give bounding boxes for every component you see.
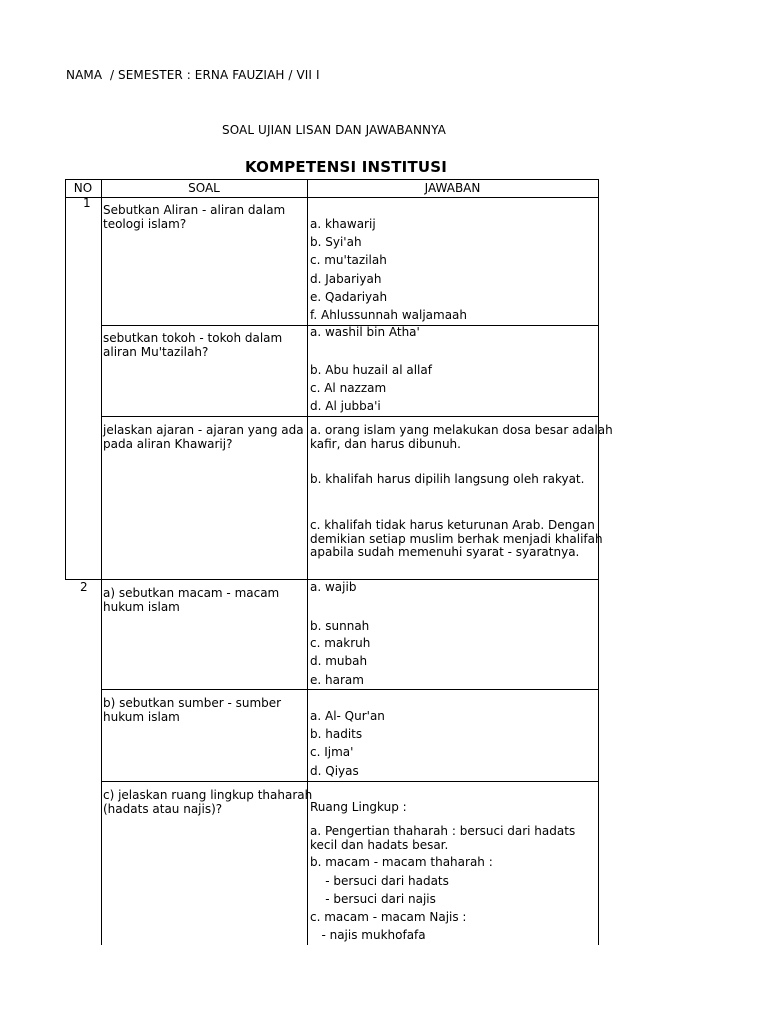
table-border-right [598, 179, 599, 945]
answer-line: - bersuci dari najis [310, 892, 436, 906]
answer-line: Ruang Lingkup : [310, 800, 407, 814]
row-2-divider-b [101, 781, 599, 782]
question-cell: c) jelaskan ruang lingkup thaharah (hadats atau najis)? [103, 788, 313, 816]
column-header-jawaban: JAWABAN [424, 181, 481, 195]
question-cell: jelaskan ajaran - ajaran yang ada pada aliran Khawarij? [103, 423, 304, 451]
table-no-divider [101, 179, 102, 945]
answer-line: b. hadits [310, 727, 363, 741]
answer-line: e. haram [310, 673, 364, 687]
question-cell: a) sebutkan macam - macam hukum islam [103, 586, 280, 614]
answer-line: a. wajib [310, 580, 357, 594]
document-subtitle: SOAL UJIAN LISAN DAN JAWABANNYA [222, 123, 446, 137]
answer-line: c. Al nazzam [310, 381, 387, 395]
column-header-no: NO [73, 181, 93, 195]
answer-line: c. mu'tazilah [310, 253, 387, 267]
answer-line: a. orang islam yang melakukan dosa besar adalah kafir, dan harus dibunuh. [310, 423, 613, 451]
answer-line: a. Al- Qur'an [310, 709, 385, 723]
document-title: KOMPETENSI INSTITUSI [245, 158, 448, 176]
answer-line: b. Abu huzail al allaf [310, 363, 432, 377]
answer-line: b. macam - macam thaharah : [310, 855, 493, 869]
answer-line: d. Jabariyah [310, 272, 382, 286]
answer-line: - najis mukhofafa [310, 928, 426, 942]
answer-line: a. Pengertian thaharah : bersuci dari hadats kecil dan hadats besar. [310, 824, 576, 852]
row-number: 2 [80, 580, 88, 594]
answer-line: - bersuci dari hadats [310, 874, 449, 888]
answer-line: a. khawarij [310, 217, 376, 231]
table-soal-divider [307, 179, 308, 945]
answer-line: b. khalifah harus dipilih langsung oleh rakyat. [310, 472, 585, 486]
column-header-soal: SOAL [188, 181, 220, 195]
answer-line: c. khalifah tidak harus keturunan Arab. Dengan demikian setiap muslim berhak menjadi khalifah apabila sudah memenuhi syarat - syaratnya. [310, 518, 603, 559]
answer-line: a. washil bin Atha' [310, 325, 420, 339]
table-border-left [65, 179, 66, 580]
student-name-semester: NAMA / SEMESTER : ERNA FAUZIAH / VII I [66, 68, 320, 82]
answer-line: d. Al jubba'i [310, 399, 381, 413]
answer-line: c. makruh [310, 636, 371, 650]
answer-line: c. Ijma' [310, 745, 354, 759]
question-cell: b) sebutkan sumber - sumber hukum islam [103, 696, 282, 724]
answer-line: b. sunnah [310, 619, 370, 633]
table-header-divider [65, 197, 599, 198]
answer-line: d. Qiyas [310, 764, 359, 778]
answer-line: e. Qadariyah [310, 290, 388, 304]
table-border-top [65, 179, 599, 180]
answer-line: b. Syi'ah [310, 235, 362, 249]
answer-line: f. Ahlussunnah waljamaah [310, 308, 468, 322]
row-1-divider-b [101, 416, 599, 417]
row-number: 1 [83, 196, 91, 210]
answer-line: c. macam - macam Najis : [310, 910, 467, 924]
answer-line: d. mubah [310, 654, 368, 668]
row-2-divider-a [101, 689, 599, 690]
question-cell: sebutkan tokoh - tokoh dalam aliran Mu'tazilah? [103, 331, 283, 359]
question-cell: Sebutkan Aliran - aliran dalam teologi islam? [103, 203, 286, 231]
